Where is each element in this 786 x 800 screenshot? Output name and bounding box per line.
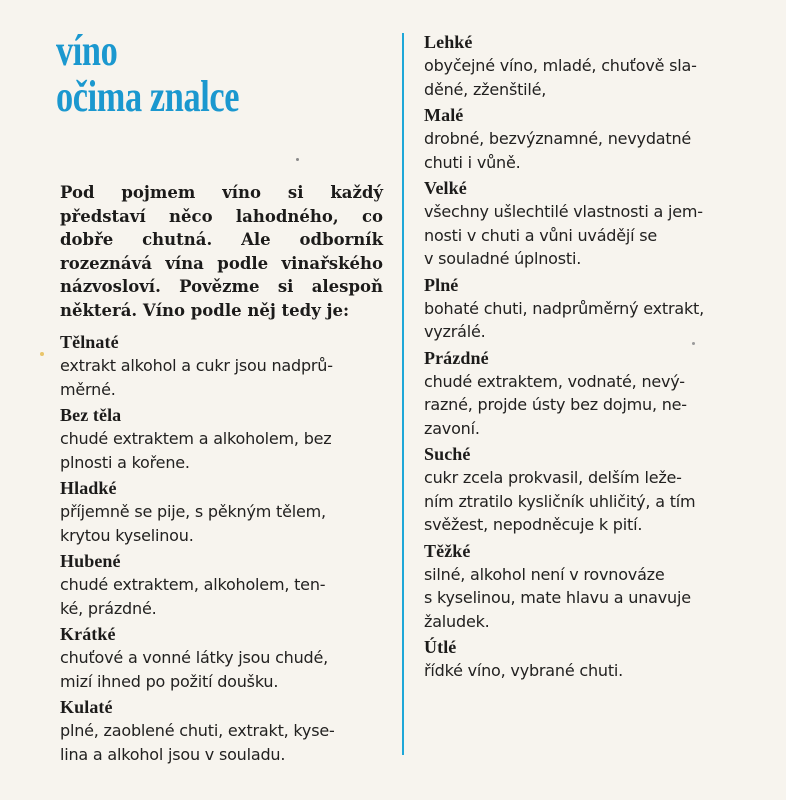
title-line-1: víno (56, 26, 118, 75)
paper-speck (692, 342, 695, 345)
paper-speck (296, 158, 299, 161)
left-column (60, 181, 383, 768)
entry-term: Plné (424, 274, 459, 295)
entry-term: Malé (424, 105, 464, 125)
glossary-entry-velke (424, 176, 750, 271)
glossary-entry-hubene (60, 549, 383, 620)
glossary-entry-suche (424, 442, 750, 537)
entry-term: Lehké (424, 32, 473, 52)
entry-definition: řídké víno, vybrané chuti. (424, 661, 624, 680)
entry-definition: chudé extraktem a alkoholem, bez plnosti a kořene. (60, 429, 332, 472)
entry-definition: příjemně se pije, s pěkným tělem, krytou kyselinou. (60, 502, 326, 545)
entry-term: Hladké (60, 478, 117, 498)
paper-speck (40, 352, 44, 356)
intro-paragraph: Pod pojmem víno si každý představí něco lahodného, co dobře chutná. Ale odborník rozeznává vína podle vinařského názvosloví. Povězme si alespoň některá. Víno podle něj tedy je: (60, 183, 383, 320)
entry-definition: chuťové a vonné látky jsou chudé, mizí ihned po požití doušku. (60, 648, 329, 691)
entry-term: Velké (424, 178, 467, 198)
entry-definition: drobné, bezvýznamné, nevydatné chuti i vůně. (424, 129, 692, 172)
entry-definition: silné, alkohol není v rovnováze s kyselinou, mate hlavu a unavuje žaludek. (424, 564, 691, 631)
entry-definition: chudé extraktem, alkoholem, ten- ké, prázdné. (60, 575, 326, 618)
entry-term: Hubené (60, 551, 121, 571)
entry-term: Prázdné (424, 347, 489, 368)
glossary-entry-hladke (60, 476, 383, 547)
entry-term: Těžké (424, 540, 471, 561)
entry-definition: obyčejné víno, mladé, chuťově sla- děné, zženštilé, (424, 56, 697, 99)
glossary-entry-utle (424, 635, 750, 683)
entry-term: Krátké (60, 624, 116, 644)
entry-term: Tělnaté (60, 332, 119, 352)
page-title (56, 28, 239, 120)
glossary-entry-kulate (60, 695, 383, 766)
entry-term: Suché (424, 444, 471, 464)
column-divider (402, 33, 404, 755)
entry-definition: chudé extraktem, vodnaté, nevý- razné, projde ústy bez dojmu, ne- zavoní. (424, 371, 687, 438)
entry-definition: všechny ušlechtilé vlastnosti a jem- nosti v chuti a vůni uvádějí se v souladné úplnosti. (424, 202, 703, 268)
glossary-entry-telnate (60, 330, 383, 401)
entry-definition: bohaté chuti, nadprůměrný extrakt, vyzrálé. (424, 298, 704, 341)
glossary-entry-kratke (60, 622, 383, 693)
glossary-entry-prazdne (424, 346, 750, 441)
entry-definition: plné, zaoblené chuti, extrakt, kyse- lina a alkohol jsou v souladu. (60, 721, 335, 764)
glossary-entry-tezke (424, 539, 750, 634)
glossary-entry-plne (424, 273, 750, 344)
title-line-2: očima znalce (56, 72, 240, 121)
glossary-entry-lehke (424, 30, 750, 101)
entry-definition: extrakt alkohol a cukr jsou nadprů- měrné. (60, 356, 333, 399)
entry-term: Kulaté (60, 697, 113, 717)
entry-term: Útlé (424, 637, 457, 657)
glossary-entry-bez-tela (60, 403, 383, 474)
entry-definition: cukr zcela prokvasil, delším leže- ním ztratilo kysličník uhličitý, a tím svěžest, nepodněcuje k pití. (424, 468, 696, 534)
entry-term: Bez těla (60, 405, 122, 425)
right-column (424, 30, 750, 685)
glossary-entry-male (424, 103, 750, 174)
